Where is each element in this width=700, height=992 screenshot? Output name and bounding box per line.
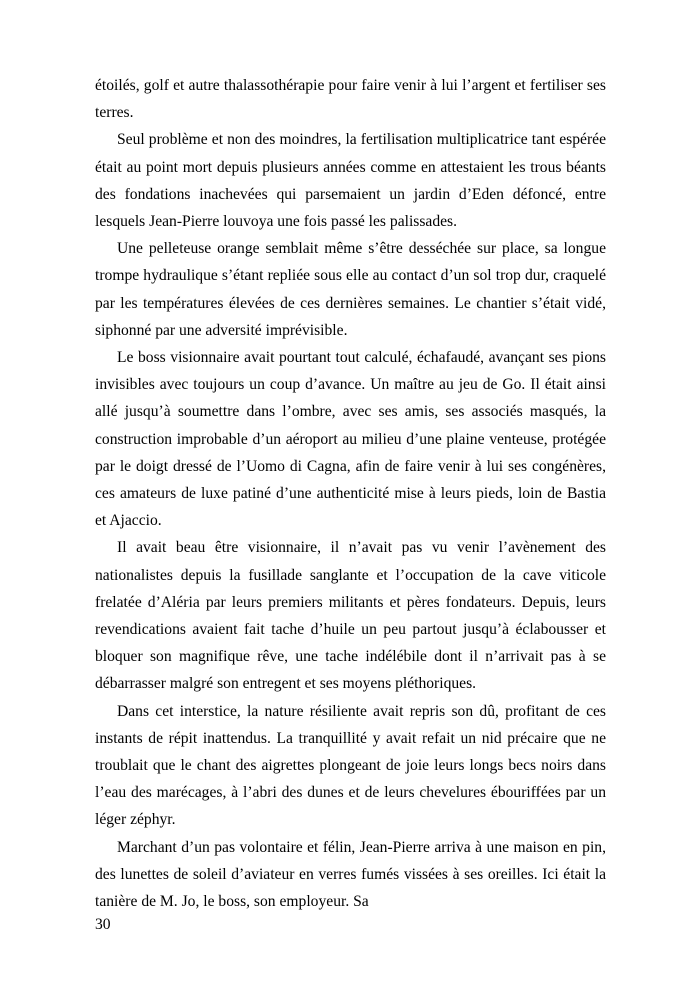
paragraph: Seul problème et non des moindres, la fertilisation multiplicatrice tant espérée était au point mort depuis plusieurs années comme en attestaient les trous béants des fondations inachevées qui parsemaient un jardin d’Eden défoncé, entre lesquels Jean-Pierre louvoya une fois passé les palissades.	[95, 131, 606, 231]
body-text-block	[95, 72, 606, 915]
paragraph: Marchant d’un pas volontaire et félin, Jean-Pierre arriva à une maison en pin, des lunettes de soleil d’aviateur en verres fumés vissées à ses oreilles. Ici était la tanière de M. Jo, le boss, son employeur. Sa	[95, 838, 606, 911]
paragraph: Dans cet interstice, la nature résiliente avait repris son dû, profitant de ces instants de répit inattendus. La tranquillité y avait refait un nid précaire que ne troublait que le chant des aigrettes plongeant de joie leurs longs becs noirs dans l’eau des marécages, à l’abri des dunes et de leurs chevelures ébouriffées par un léger zéphyr.	[95, 702, 606, 829]
paragraph: Il avait beau être visionnaire, il n’avait pas vu venir l’avènement des nationalistes depuis la fusillade sanglante et l’occupation de la cave viticole frelatée d’Aléria par leurs premiers militants et pères fondateurs. Depuis, leurs revendications avaient fait tache d’huile un peu partout jusqu’à éclabousser et bloquer son magnifique rêve, une tache indélébile dont il n’arrivait pas à se débarrasser malgré son entregent et ses moyens pléthoriques.	[95, 539, 606, 693]
page-number: 30	[95, 916, 111, 933]
paragraph: étoilés, golf et autre thalassothérapie pour faire venir à lui l’argent et fertiliser ses terres.	[95, 77, 606, 122]
paragraph: Une pelleteuse orange semblait même s’être desséchée sur place, sa longue trompe hydraulique s’étant repliée sous elle au contact d’un sol trop dur, craquelé par les températures élevées de ces dernières semaines. Le chantier s’était vidé, siphonné par une adversité imprévisible.	[95, 240, 606, 339]
paragraph: Le boss visionnaire avait pourtant tout calculé, échafaudé, avançant ses pions invisibles avec toujours un coup d’avance. Un maître au jeu de Go. Il était ainsi allé jusqu’à soumettre dans l’ombre, avec ses amis, ses associés masqués, la construction improbable d’un aéroport au milieu d’une plaine venteuse, protégée par le doigt dressé de l’Uomo di Cagna, afin de faire venir à lui ses congénères, ces amateurs de luxe patiné d’une authenticité mise à leurs pieds, loin de Bastia et Ajaccio.	[95, 349, 606, 530]
